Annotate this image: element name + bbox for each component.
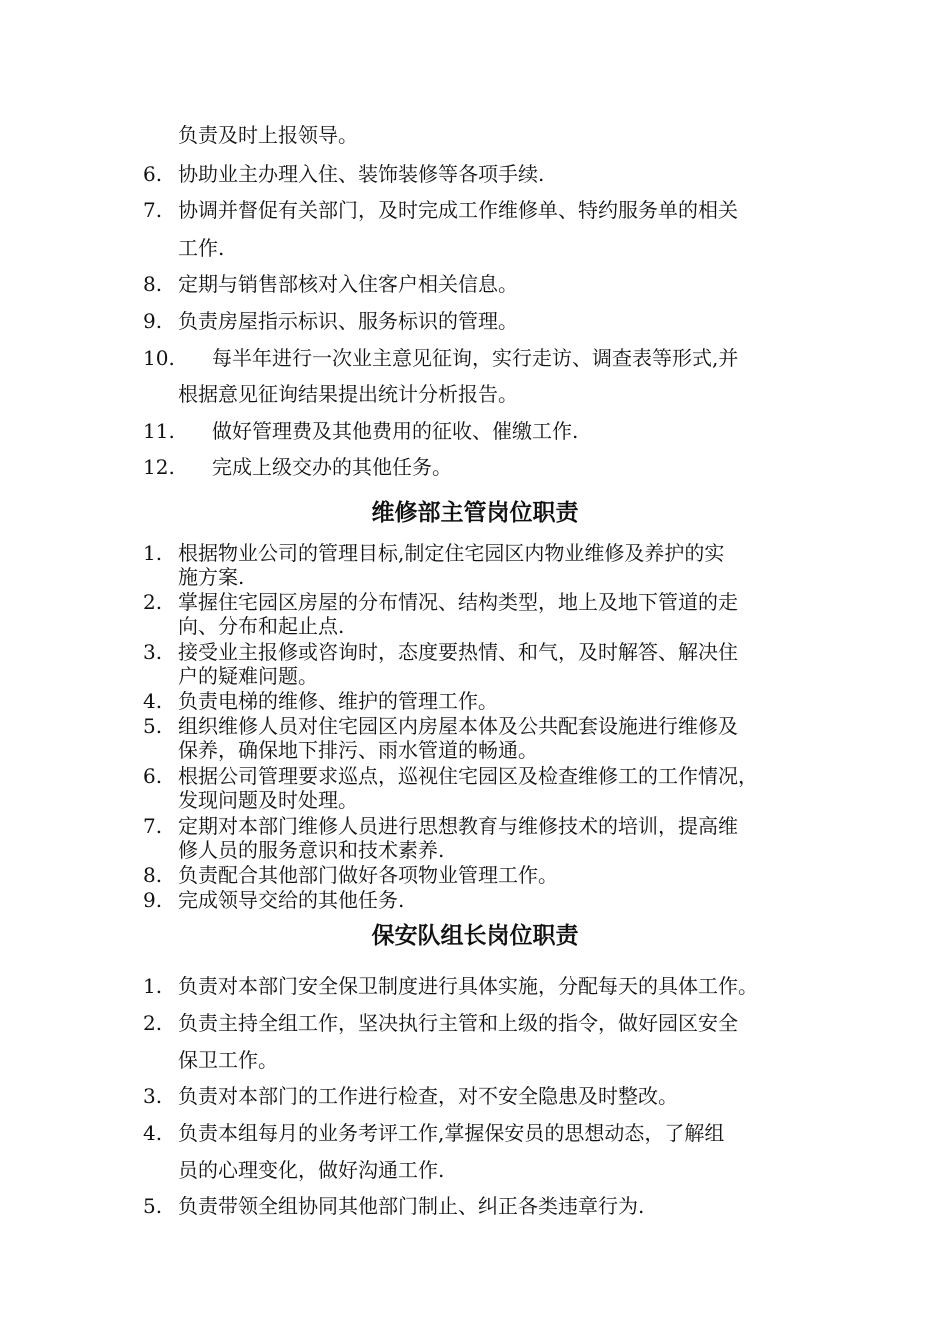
- item-text: 根据公司管理要求巡点，巡视住宅园区及检查维修工的工作情况，: [178, 764, 758, 788]
- item-number: 2.: [143, 590, 163, 614]
- continuation-text: 负责及时上报领导。: [178, 123, 358, 147]
- item-text: 接受业主报修或咨询时，态度要热情、和气，及时解答、解决住: [178, 640, 738, 664]
- item-number: 1.: [143, 541, 163, 565]
- item-text: 负责本组每月的业务考评工作,掌握保安员的思想动态，了解组: [178, 1121, 725, 1145]
- section-title: 维修部主管岗位职责: [371, 500, 579, 526]
- item-text: 定期对本部门维修人员进行思想教育与维修技术的培训，提高维: [178, 814, 738, 838]
- item-number: 5.: [143, 714, 163, 738]
- item-text: 协助业主办理入住、装饰装修等各项手续.: [178, 162, 545, 186]
- item-number: 1.: [143, 974, 163, 998]
- item-text: 发现问题及时处理。: [178, 788, 358, 812]
- item-number: 3.: [143, 1084, 163, 1108]
- item-text: 负责配合其他部门做好各项物业管理工作。: [178, 863, 558, 887]
- item-number: 9.: [143, 888, 163, 912]
- item-text: 负责带领全组协同其他部门制止、纠正各类违章行为.: [178, 1194, 645, 1218]
- item-text: 负责主持全组工作，坚决执行主管和上级的指令，做好园区安全: [178, 1011, 738, 1035]
- item-number: 7.: [143, 814, 163, 838]
- item-number: 5.: [143, 1194, 163, 1218]
- item-number: 10.: [143, 346, 175, 370]
- item-text: 根据意见征询结果提出统计分析报告。: [178, 382, 518, 406]
- item-text: 完成领导交给的其他任务.: [178, 888, 405, 912]
- item-number: 11.: [143, 419, 175, 443]
- item-number: 3.: [143, 640, 163, 664]
- item-text: 负责房屋指示标识、服务标识的管理。: [178, 309, 518, 333]
- item-text: 修人员的服务意识和技术素养.: [178, 838, 445, 862]
- section-title: 保安队组长岗位职责: [371, 923, 579, 949]
- item-text: 工作.: [178, 236, 225, 260]
- item-number: 12.: [143, 455, 175, 479]
- item-text: 员的心理变化，做好沟通工作.: [178, 1158, 445, 1182]
- item-text: 掌握住宅园区房屋的分布情况、结构类型，地上及地下管道的走: [178, 590, 738, 614]
- item-text: 户的疑难问题。: [178, 664, 318, 688]
- item-number: 6.: [143, 764, 163, 788]
- item-text: 向、分布和起止点.: [178, 614, 345, 638]
- item-text: 协调并督促有关部门，及时完成工作维修单、特约服务单的相关: [178, 198, 738, 222]
- item-text: 每半年进行一次业主意见征询，实行走访、调查表等形式,并: [212, 346, 739, 370]
- item-text: 负责对本部门的工作进行检查，对不安全隐患及时整改。: [178, 1084, 678, 1108]
- item-text: 定期与销售部核对入住客户相关信息。: [178, 272, 518, 296]
- item-text: 完成上级交办的其他任务。: [212, 455, 452, 479]
- item-number: 4.: [143, 1121, 163, 1145]
- item-text: 负责电梯的维修、维护的管理工作。: [178, 689, 498, 713]
- item-number: 8.: [143, 272, 163, 296]
- item-text: 保养，确保地下排污、雨水管道的畅通。: [178, 738, 538, 762]
- item-number: 7.: [143, 198, 163, 222]
- item-text: 做好管理费及其他费用的征收、催缴工作.: [212, 419, 579, 443]
- item-number: 8.: [143, 863, 163, 887]
- item-text: 负责对本部门安全保卫制度进行具体实施，分配每天的具体工作。: [178, 974, 758, 998]
- item-number: 4.: [143, 689, 163, 713]
- item-text: 施方案.: [178, 565, 245, 589]
- item-text: 根据物业公司的管理目标,制定住宅园区内物业维修及养护的实: [178, 541, 725, 565]
- item-text: 组织维修人员对住宅园区内房屋本体及公共配套设施进行维修及: [178, 714, 738, 738]
- item-number: 6.: [143, 162, 163, 186]
- item-text: 保卫工作。: [178, 1048, 278, 1072]
- item-number: 9.: [143, 309, 163, 333]
- item-number: 2.: [143, 1011, 163, 1035]
